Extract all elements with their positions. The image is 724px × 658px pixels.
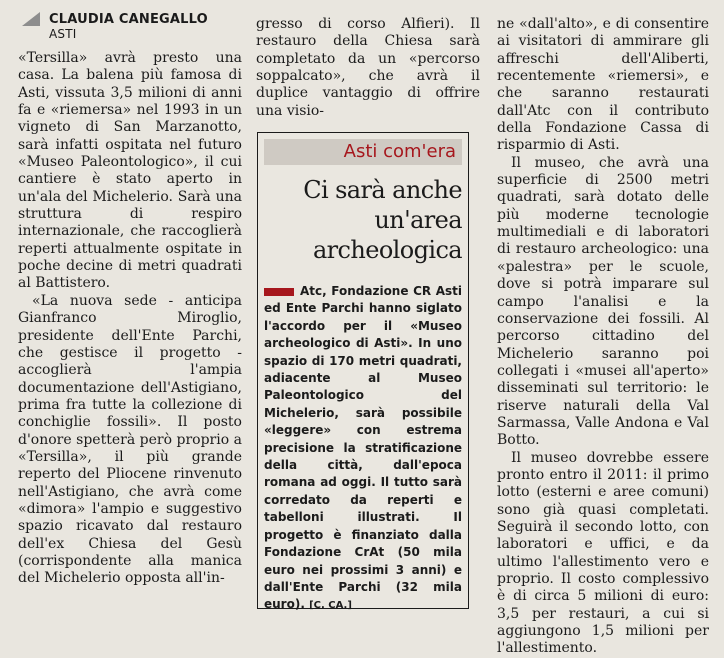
red-bar-icon (264, 288, 294, 296)
dateline-place: ASTI (49, 27, 77, 41)
byline (22, 12, 252, 42)
author-name: CLAUDIA CANEGALLO (49, 12, 208, 27)
paragraph: gresso di corso Alfieri). Il restauro della Chiesa sarà completato da un «percorso soppalcato», che avrà il duplice vantaggio di offrire una visio- (256, 16, 480, 119)
paragraph: Il museo, che avrà una superficie di 2500 metri quadrati, sarà dotato delle più moderne tecnologie multimediali e di laboratori di restauro archeologico: una «palestra» per le scuole, dove si potrà imparare sul campo l'analisi e la conservazione dei fossili. Al percorso cittadino del Michelerio saranno poi collegati i «musei all'aperto» disseminati sul territorio: le riserve naturali della Val Sarmassa, Valle Andona e Val Botto. (497, 154, 709, 449)
sidebar-section-label: Asti com'era (264, 139, 462, 165)
sidebar-box (257, 132, 469, 612)
headline-line: un'area (374, 206, 462, 234)
article-column-middle (256, 16, 480, 120)
article-column-right (497, 16, 709, 657)
sidebar-headline (258, 175, 468, 265)
byline-triangle-icon (22, 12, 40, 26)
sidebar-body (264, 283, 462, 615)
paragraph: «La nuova sede - anticipa Gianfranco Miroglio, presidente dell'Ente Parchi, che gestisce il progetto - accoglierà l'ampia documentazione dell'Astigiano, prima fra tutte la collezione di conchiglie fossili». Il posto d'onore spetterà però proprio a «Tersilla», il più grande reperto del Pliocene rinvenuto nell'Astigiano, che avrà come «dimora» l'ampio e suggestivo spazio ricavato dal restauro dell'ex Chiesa del Gesù (corrispondente alla manica del Michelerio opposta all'in- (18, 292, 242, 587)
paragraph: Il museo dovrebbe essere pronto entro il 2011: il primo lotto (esterni e aree comuni) sono già quasi completati. Seguirà il secondo lotto, con laboratori e uffici, e da ultimo l'allestimento vero e proprio. Il costo complessivo è di circa 5 milioni di euro: 3,5 per restauri, a cui si aggiungono 1,5 milioni per l'allestimento. (497, 449, 709, 657)
headline-line: Ci sarà anche (303, 176, 462, 204)
headline-line: archeologica (312, 236, 462, 264)
article-column-left (18, 50, 242, 624)
sidebar-text: Atc, Fondazione CR Asti ed Ente Parchi hanno siglato l'accordo per il «Museo archeologico di Asti». In uno spazio di 170 metri quadrati, adiacente al Museo Paleontologico del Michelerio, sarà possibile «leggere» con estrema precisione la stratificazione della città, dall'epoca romana ad oggi. Il tutto sarà corredato da reperti e tabelloni illustrati. Il progetto è finanziato dalla Fondazione CrAt (50 mila euro nei prossimi 3 anni) e dall'Ente Parchi (32 mila euro). (264, 284, 462, 612)
paragraph: «Tersilla» avrà presto una casa. La balena più famosa di Asti, vissuta 3,5 milioni di anni fa e «riemersa» nel 1993 in un vigneto di San Marzanotto, sarà infatti ospitata nel futuro «Museo Paleontologico», il cui cantiere è stato aperto in un'ala del Michelerio. Sarà una struttura di respiro internazionale, che raccoglierà reperti attualmente ospitate in poche decine di metri quadrati al Battistero. (18, 50, 242, 292)
paragraph: ne «dall'alto», e di consentire ai visitatori di ammirare gli affreschi dell'Aliberti, recentemente «riemersi», e che saranno restaurati dall'Atc con il contributo della Fondazione Cassa di risparmio di Asti. (497, 16, 709, 154)
sidebar-signature: [C. CA.] (309, 600, 352, 612)
